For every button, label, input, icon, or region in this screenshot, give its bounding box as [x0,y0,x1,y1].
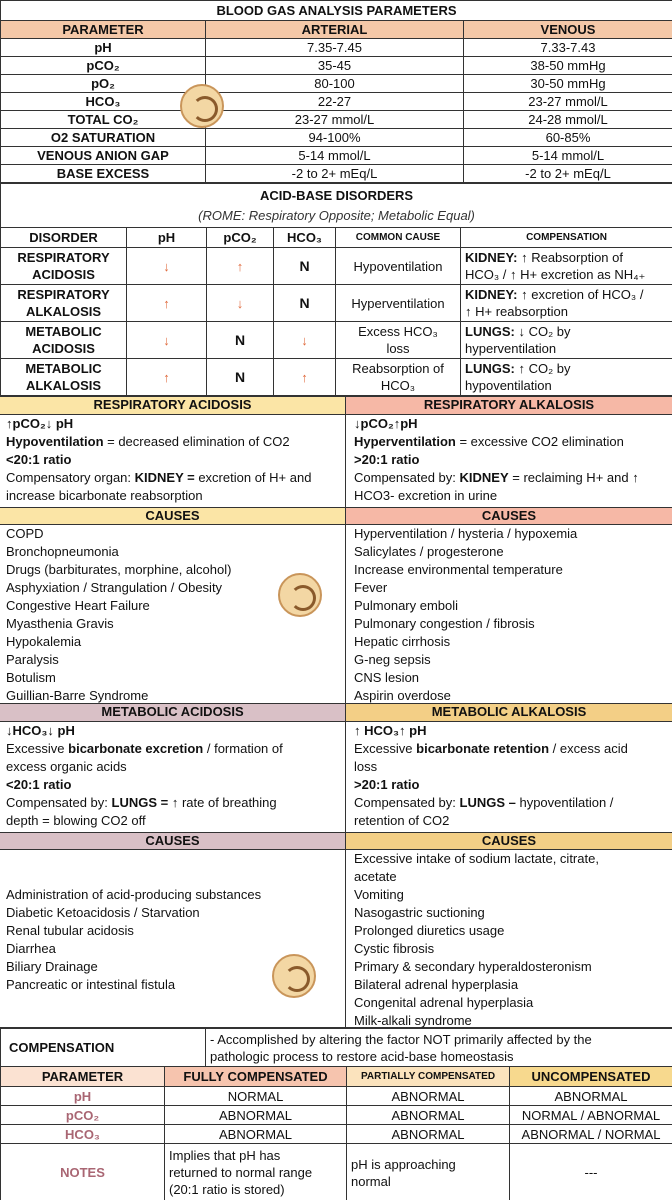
list-item: Diarrhea [6,941,56,956]
list-item: Nasogastric suctioning [354,905,485,920]
down-arrow-icon: ↓ [207,285,274,322]
list-item: Excessive intake of sodium lactate, citrate, [354,851,599,866]
col-header-venous: VENOUS [464,21,672,39]
metabolic-acidosis-causes-title: CAUSES [0,832,345,850]
down-arrow-icon: ↓ [274,322,336,359]
metabolic-alkalosis-causes-list [346,850,672,1030]
list-item: Guillian-Barre Syndrome [6,688,149,703]
metabolic-alkalosis-title: METABOLIC ALKALOSIS [346,704,672,722]
col-header-arterial: ARTERIAL [206,21,464,39]
table-row: BASE EXCESS -2 to 2+ mEq/L -2 to 2+ mEq/L [1,165,672,183]
list-item: Drugs (barbiturates, morphine, alcohol) [6,562,232,577]
compensation-section [0,1028,672,1200]
list-item: Fever [354,580,388,595]
metabolic-alkalosis-panel: METABOLIC ALKALOSIS ↑ HCO₃↑ pH Excessive bicarbonate retention / excess acid loss >20:1 ratio Compensated by: LUNGS – hypoventilation / retention of CO2 CAUSES Excessive intake of sodium lactate, citrate, acetate Vomiting Nasogastric suctioning Prolonged diuretics usage Cystic fibrosis Primary & secondary hyperaldosteronism Bilateral adrenal hyperplasia Congenital adrenal hyperplasia Milk-alkali syndrome [346,704,672,1027]
down-arrow-icon: ↓ [127,322,207,359]
col-header-parameter: PARAMETER [1,21,206,39]
list-item: Congestive Heart Failure [6,598,150,613]
col-header-hco3: HCO₃ [274,228,336,248]
table-row: pH NORMAL ABNORMAL ABNORMAL [1,1087,672,1106]
col-header-ph: pH [127,228,207,248]
col-header-parameter: PARAMETER [1,1067,165,1087]
table-row: TOTAL CO₂ 23-27 mmol/L 24-28 mmol/L [1,111,672,129]
col-header-uncompensated: UNCOMPENSATED [510,1067,672,1087]
table-row: METABOLIC ALKALOSIS ↑ N ↑ Reabsorption of HCO₃ LUNGS: ↑ CO₂ by hypoventilation [1,359,672,396]
respiratory-section [0,396,672,704]
list-item: CNS lesion [354,670,420,685]
col-header-fully: FULLY COMPENSATED [165,1067,347,1087]
respiratory-alkalosis-causes-list [346,525,672,705]
list-item: Primary & secondary hyperaldosteronism [354,959,592,974]
up-arrow-icon: ↑ [207,248,274,285]
compensation-table [0,1066,672,1200]
down-arrow-icon: ↓ [127,248,207,285]
respiratory-acidosis-title: RESPIRATORY ACIDOSIS [0,397,345,415]
list-item: Hyperventilation / hysteria / hypoxemia [354,526,578,541]
respiratory-acidosis-panel: RESPIRATORY ACIDOSIS ↑pCO₂↓ pH Hypoventilation = decreased elimination of CO2 <20:1 ratio Compensatory organ: KIDNEY = excretion of H+ and increase bicarbonate reabsorption CAUSES COPD Bronchopneumonia Drugs (barbiturates, morphine, alcohol) Asphyxiation / Strangulation / Obesity Congestive Heart Failure Myasthenia Gravis Hypokalemia Paralysis Botulism Guillian-Barre Syndrome [0,397,346,703]
blood-gas-table [0,0,672,183]
table-row: RESPIRATORY ALKALOSIS ↑ ↓ N Hyperventilation KIDNEY: ↑ excretion of HCO₃ / ↑ H+ reabsorption [1,285,672,322]
table-row: pH 7.35-7.45 7.33-7.43 [1,39,672,57]
cinnamon-roll-sticker [180,84,224,128]
list-item: Botulism [6,670,56,685]
list-item: Paralysis [6,652,59,667]
list-item: Prolonged diuretics usage [354,923,505,938]
respiratory-alkalosis-title: RESPIRATORY ALKALOSIS [346,397,672,415]
table-row: HCO₃ ABNORMAL ABNORMAL ABNORMAL / NORMAL [1,1125,672,1144]
list-item: Renal tubular acidosis [6,923,134,938]
respiratory-acidosis-causes-title: CAUSES [0,507,345,525]
table-row: pO₂ 80-100 30-50 mmHg [1,75,672,93]
up-arrow-icon: ↑ [127,359,207,396]
table-row: HCO₃ 22-27 23-27 mmol/L [1,93,672,111]
table-row: METABOLIC ACIDOSIS ↓ N ↓ Excess HCO₃ loss LUNGS: ↓ CO₂ by hyperventilation [1,322,672,359]
list-item: Vomiting [354,887,404,902]
list-item: Myasthenia Gravis [6,616,114,631]
cinnamon-roll-sticker [272,954,316,998]
list-item: acetate [354,869,397,884]
metabolic-alkalosis-causes-title: CAUSES [346,832,672,850]
blood-gas-section [0,0,672,183]
respiratory-alkalosis-causes-title: CAUSES [346,507,672,525]
acid-base-section [0,183,672,396]
metabolic-section [0,704,672,1028]
table-row: VENOUS ANION GAP 5-14 mmol/L 5-14 mmol/L [1,147,672,165]
col-header-compensation: COMPENSATION [461,228,672,248]
cinnamon-roll-sticker [278,573,322,617]
list-item: Pulmonary emboli [354,598,459,613]
table-row: pCO₂ 35-45 38-50 mmHg [1,57,672,75]
list-item: G-neg sepsis [354,652,431,667]
list-item: Increase environmental temperature [354,562,563,577]
list-item: Diabetic Ketoacidosis / Starvation [6,905,200,920]
table-row: pCO₂ ABNORMAL ABNORMAL NORMAL / ABNORMAL [1,1106,672,1125]
list-item: COPD [6,526,44,541]
list-item: Salicylates / progesterone [354,544,504,559]
list-item: Cystic fibrosis [354,941,435,956]
metabolic-acidosis-panel: METABOLIC ACIDOSIS ↓HCO₃↓ pH Excessive bicarbonate excretion / formation of excess organic acids <20:1 ratio Compensated by: LUNGS = ↑ rate of breathing depth = blowing CO2 off CAUSES Administration of acid-producing substances Diabetic Ketoacidosis / Starvation Renal tubular acidosis Diarrhea Biliary Drainage Pancreatic or intestinal fistula [0,704,346,1027]
col-header-pco2: pCO₂ [207,228,274,248]
list-item: Asphyxiation / Strangulation / Obesity [6,580,223,595]
list-item: Pulmonary congestion / fibrosis [354,616,535,631]
rome-mnemonic: (ROME: Respiratory Opposite; Metabolic Equal) [198,207,475,223]
list-item: Administration of acid-producing substances [6,887,262,902]
col-header-disorder: DISORDER [1,228,127,248]
blood-gas-title: BLOOD GAS ANALYSIS PARAMETERS [1,1,672,21]
acid-base-title: ACID-BASE DISORDERS [259,187,414,203]
list-item: Bronchopneumonia [6,544,119,559]
list-item: Bilateral adrenal hyperplasia [354,977,519,992]
list-item: Hepatic cirrhosis [354,634,451,649]
compensation-label: COMPENSATION [1,1029,206,1067]
acid-base-table [0,183,672,396]
metabolic-acidosis-title: METABOLIC ACIDOSIS [0,704,345,722]
list-item: Biliary Drainage [6,959,98,974]
col-header-cause: COMMON CAUSE [336,228,461,248]
compensation-definition: COMPENSATION - Accomplished by altering the factor NOT primarily affected by the pathologic process to restore acid-base homeostasis [0,1028,672,1067]
table-row: RESPIRATORY ACIDOSIS ↓ ↑ N Hypoventilation KIDNEY: ↑ Reabsorption of HCO₃ / ↑ H+ excretion as NH₄₊ [1,248,672,285]
notes-row: NOTES Implies that pH has returned to normal range (20:1 ratio is stored) pH is approaching normal --- [1,1144,672,1200]
list-item: Aspirin overdose [354,688,451,703]
list-item: Congenital adrenal hyperplasia [354,995,534,1010]
table-row: O2 SATURATION 94-100% 60-85% [1,129,672,147]
list-item: Milk-alkali syndrome [354,1013,472,1028]
up-arrow-icon: ↑ [127,285,207,322]
col-header-partially: PARTIALLY COMPENSATED [347,1067,510,1087]
up-arrow-icon: ↑ [274,359,336,396]
list-item: Pancreatic or intestinal fistula [6,977,176,992]
list-item: Hypokalemia [6,634,82,649]
respiratory-alkalosis-panel: RESPIRATORY ALKALOSIS ↓pCO₂↑pH Hyperventilation = excessive CO2 elimination >20:1 ratio Compensated by: KIDNEY = reclaiming H+ and ↑ HCO3- excretion in urine CAUSES Hyperventilation / hysteria / hypoxemia Salicylates / progesterone Increase environmental temperature Fever Pulmonary emboli Pulmonary congestion / fibrosis Hepatic cirrhosis G-neg sepsis CNS lesion Aspirin overdose [346,397,672,703]
